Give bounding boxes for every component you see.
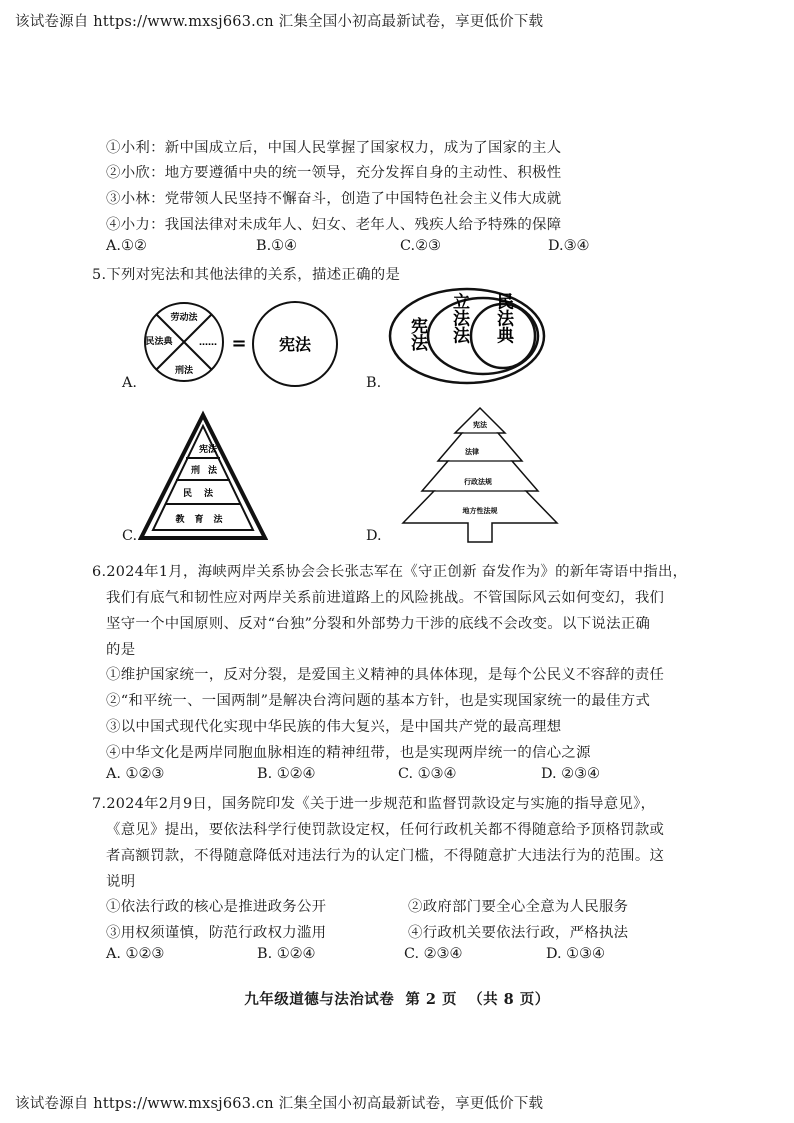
q7-stem-line-2: 《意见》提出，要依法科学行使罚款设定权，任何行政机关都不得随意给予顶格罚款或 <box>106 822 665 838</box>
source-banner-top: 该试卷源自 https://www.mxsj663.cn 汇集全国小初高最新试卷，享更低价下载 <box>15 14 544 30</box>
q6-stem-line-2: 我们有底气和韧性应对两岸关系前进道路上的风险挑战。不管国际风云如何变幻，我们 <box>106 590 665 606</box>
q7-option-c: C. ②③④ <box>404 946 463 962</box>
q5-diagram-a <box>140 298 350 388</box>
q7-option-d: D. ①③④ <box>546 946 605 962</box>
q4-option-d: D.③④ <box>548 238 590 254</box>
q4-item-1: ①小利：新中国成立后，中国人民掌握了国家权力，成为了国家的主人 <box>106 140 562 156</box>
q5-label-a: A. <box>122 375 137 391</box>
q7-stem-line-3: 者高额罚款，不得随意降低对违法行为的认定门槛，不得随意扩大违法行为的范围。这 <box>106 848 665 864</box>
q7-item-1: ①依法行政的核心是推进政务公开 <box>106 899 327 915</box>
q5-diagram-d <box>400 405 560 545</box>
q7-item-4: ④行政机关要依法行政，严格执法 <box>408 925 629 941</box>
diagram-d-layer-3: 行政法规 <box>464 478 492 486</box>
q5-diagram-c <box>138 410 268 540</box>
q6-item-4: ④中华文化是两岸同胞血脉相连的精神纽带，也是实现两岸统一的信心之源 <box>106 745 591 761</box>
page-number-footer: 九年级道德与法治试卷 第 2 页 （共 8 页） <box>244 991 550 1008</box>
q6-item-1: ①维护国家统一，反对分裂，是爱国主义精神的具体体现，是每个公民义不容辞的责任 <box>106 667 665 683</box>
q6-option-b: B. ①②④ <box>257 766 316 782</box>
q4-option-a: A.①② <box>106 238 147 254</box>
diagram-a-label-civil: 民法典 <box>145 337 173 347</box>
q4-option-c: C.②③ <box>400 238 441 254</box>
q6-option-a: A. ①②③ <box>106 766 165 782</box>
q7-item-2: ②政府部门要全心全意为人民服务 <box>408 899 629 915</box>
q7-option-a: A. ①②③ <box>106 946 165 962</box>
diagram-a-constitution: 宪法 <box>278 335 312 354</box>
diagram-b-middle: 立法法 <box>449 292 469 344</box>
q6-option-d: D. ②③④ <box>541 766 600 782</box>
q5-diagram-b <box>388 286 548 386</box>
q6-stem-line-3: 坚守一个中国原则、反对“台独”分裂和外部势力干涉的底线不会改变。以下说法正确 <box>106 616 651 632</box>
q7-stem-line-1: 7.2024年2月9日，国务院印发《关于进一步规范和监督罚款设定与实施的指导意见》， <box>92 796 656 812</box>
q5-label-b: B. <box>366 375 382 391</box>
q7-stem-line-4: 说明 <box>106 874 136 890</box>
diagram-b-outer: 宪法 <box>407 317 427 351</box>
diagram-b-inner: 民法典 <box>493 292 513 344</box>
q5-stem: 5.下列对宪法和其他法律的关系，描述正确的是 <box>92 267 401 283</box>
q5-label-d: D. <box>366 528 382 544</box>
q4-option-b: B.①④ <box>256 238 297 254</box>
q5-label-c: C. <box>122 528 138 544</box>
diagram-d-layer-1: 宪法 <box>473 421 487 429</box>
diagram-c-layer-4: 教育法 <box>175 515 233 525</box>
source-banner-bottom: 该试卷源自 https://www.mxsj663.cn 汇集全国小初高最新试卷，享更低价下载 <box>15 1096 544 1112</box>
diagram-a-label-criminal: 刑法 <box>174 366 194 376</box>
diagram-d-layer-4: 地方性法规 <box>462 507 498 515</box>
q4-item-2: ②小欣：地方要遵循中央的统一领导，充分发挥自身的主动性、积极性 <box>106 165 562 181</box>
diagram-c-layer-1: 宪法 <box>198 445 218 455</box>
diagram-a-equals: = <box>231 333 247 354</box>
diagram-a-label-labor: 劳动法 <box>170 313 198 323</box>
q6-item-2: ②“和平统一、一国两制”是解决台湾问题的基本方针，也是实现国家统一的最佳方式 <box>106 693 651 709</box>
q6-stem-line-4: 的是 <box>106 642 136 658</box>
q6-item-3: ③以中国式现代化实现中华民族的伟大复兴，是中国共产党的最高理想 <box>106 719 562 735</box>
diagram-a-label-etc: …… <box>199 338 217 348</box>
q7-item-3: ③用权须谨慎，防范行政权力滥用 <box>106 925 327 941</box>
q6-stem-line-1: 6.2024年1月，海峡两岸关系协会会长张志军在《守正创新 奋发作为》的新年寄语中指出， <box>92 564 688 580</box>
q6-option-c: C. ①③④ <box>398 766 457 782</box>
diagram-c-layer-3: 民法 <box>182 489 226 499</box>
diagram-c-layer-2: 刑法 <box>190 466 226 476</box>
q4-item-3: ③小林：党带领人民坚持不懈奋斗，创造了中国特色社会主义伟大成就 <box>106 191 562 207</box>
diagram-d-layer-2: 法律 <box>465 448 479 456</box>
q4-item-4: ④小力：我国法律对未成年人、妇女、老年人、残疾人给予特殊的保障 <box>106 217 562 233</box>
q7-option-b: B. ①②④ <box>257 946 316 962</box>
